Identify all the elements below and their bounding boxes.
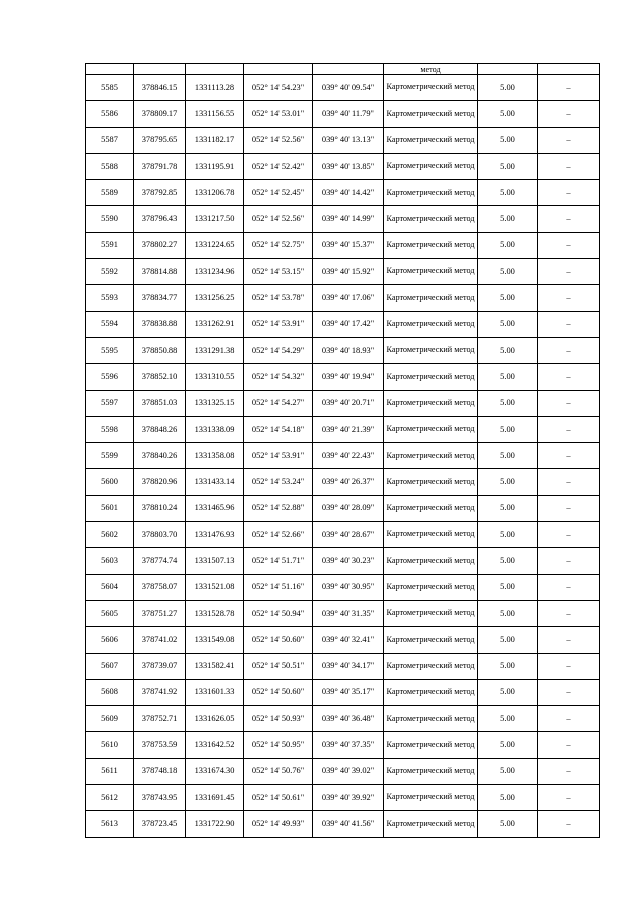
- x-coordinate-cell: 378739.07: [134, 653, 186, 679]
- method-cell: Картометрический метод: [384, 732, 478, 758]
- method-cell: Картометрический метод: [384, 811, 478, 837]
- accuracy-cell: 5.00: [478, 811, 538, 837]
- latitude-cell: 052° 14' 52.66": [244, 522, 313, 548]
- x-coordinate-cell: 378810.24: [134, 495, 186, 521]
- method-cell: Картометрический метод: [384, 653, 478, 679]
- accuracy-cell: 5.00: [478, 285, 538, 311]
- y-coordinate-cell: 1331691.45: [186, 785, 244, 811]
- y-coordinate-cell: 1331433.14: [186, 469, 244, 495]
- latitude-cell: 052° 14' 52.88": [244, 495, 313, 521]
- y-coordinate-cell: 1331195.91: [186, 153, 244, 179]
- point-number-cell: 5603: [86, 548, 134, 574]
- table-row: [86, 127, 600, 153]
- x-coordinate-cell: 378814.88: [134, 259, 186, 285]
- y-coordinate-cell: 1331358.08: [186, 443, 244, 469]
- x-coordinate-cell: 378741.02: [134, 627, 186, 653]
- y-coordinate-cell: 1331626.05: [186, 706, 244, 732]
- latitude-cell: 052° 14' 50.93": [244, 706, 313, 732]
- method-cell: Картометрический метод: [384, 679, 478, 705]
- note-cell: –: [538, 75, 600, 101]
- accuracy-cell: 5.00: [478, 180, 538, 206]
- x-coordinate-cell: 378852.10: [134, 364, 186, 390]
- coordinates-table: [85, 63, 600, 838]
- note-cell: –: [538, 653, 600, 679]
- accuracy-cell: 5.00: [478, 548, 538, 574]
- latitude-cell: 052° 14' 54.27": [244, 390, 313, 416]
- table-row: [86, 600, 600, 626]
- method-cell: Картометрический метод: [384, 311, 478, 337]
- method-cell: Картометрический метод: [384, 285, 478, 311]
- longitude-cell: 039° 40' 17.42": [313, 311, 384, 337]
- accuracy-cell: 5.00: [478, 364, 538, 390]
- table-row: [86, 390, 600, 416]
- method-cell: Картометрический метод: [384, 75, 478, 101]
- y-coordinate-cell: 1331325.15: [186, 390, 244, 416]
- table-row: [86, 206, 600, 232]
- x-coordinate-cell: 378820.96: [134, 469, 186, 495]
- y-coordinate-cell: 1331206.78: [186, 180, 244, 206]
- latitude-cell: 052° 14' 50.61": [244, 785, 313, 811]
- x-coordinate-cell: 378851.03: [134, 390, 186, 416]
- note-cell: –: [538, 127, 600, 153]
- accuracy-cell: 5.00: [478, 443, 538, 469]
- point-number-cell: 5604: [86, 574, 134, 600]
- note-cell: –: [538, 206, 600, 232]
- y-coordinate-cell: 1331113.28: [186, 75, 244, 101]
- longitude-cell: 039° 40' 20.71": [313, 390, 384, 416]
- longitude-cell: 039° 40' 15.37": [313, 232, 384, 258]
- method-cell: Картометрический метод: [384, 469, 478, 495]
- accuracy-cell: 5.00: [478, 469, 538, 495]
- accuracy-cell: 5.00: [478, 574, 538, 600]
- method-cell: Картометрический метод: [384, 416, 478, 442]
- point-number-cell: 5612: [86, 785, 134, 811]
- latitude-cell: 052° 14' 50.76": [244, 758, 313, 784]
- longitude-cell: 039° 40' 30.23": [313, 548, 384, 574]
- point-number-cell: 5607: [86, 653, 134, 679]
- method-cell: Картометрический метод: [384, 259, 478, 285]
- note-cell: –: [538, 364, 600, 390]
- method-cell: Картометрический метод: [384, 153, 478, 179]
- x-coordinate-cell: 378774.74: [134, 548, 186, 574]
- continuation-cell: [538, 64, 600, 75]
- point-number-cell: 5595: [86, 337, 134, 363]
- accuracy-cell: 5.00: [478, 627, 538, 653]
- y-coordinate-cell: 1331182.17: [186, 127, 244, 153]
- method-cell: Картометрический метод: [384, 706, 478, 732]
- latitude-cell: 052° 14' 50.60": [244, 627, 313, 653]
- longitude-cell: 039° 40' 30.95": [313, 574, 384, 600]
- y-coordinate-cell: 1331338.09: [186, 416, 244, 442]
- x-coordinate-cell: 378741.92: [134, 679, 186, 705]
- note-cell: –: [538, 627, 600, 653]
- point-number-cell: 5586: [86, 101, 134, 127]
- continuation-method-cell: метод: [384, 64, 478, 75]
- x-coordinate-cell: 378838.88: [134, 311, 186, 337]
- table-row: [86, 364, 600, 390]
- point-number-cell: 5608: [86, 679, 134, 705]
- x-coordinate-cell: 378752.71: [134, 706, 186, 732]
- accuracy-cell: 5.00: [478, 232, 538, 258]
- method-cell: Картометрический метод: [384, 758, 478, 784]
- y-coordinate-cell: 1331582.41: [186, 653, 244, 679]
- y-coordinate-cell: 1331465.96: [186, 495, 244, 521]
- y-coordinate-cell: 1331217.50: [186, 206, 244, 232]
- accuracy-cell: 5.00: [478, 75, 538, 101]
- method-cell: Картометрический метод: [384, 337, 478, 363]
- table-row: [86, 180, 600, 206]
- accuracy-cell: 5.00: [478, 153, 538, 179]
- longitude-cell: 039° 40' 17.06": [313, 285, 384, 311]
- longitude-cell: 039° 40' 39.92": [313, 785, 384, 811]
- latitude-cell: 052° 14' 50.95": [244, 732, 313, 758]
- point-number-cell: 5609: [86, 706, 134, 732]
- continuation-cell: [478, 64, 538, 75]
- accuracy-cell: 5.00: [478, 311, 538, 337]
- latitude-cell: 052° 14' 49.93": [244, 811, 313, 837]
- point-number-cell: 5602: [86, 522, 134, 548]
- point-number-cell: 5594: [86, 311, 134, 337]
- accuracy-cell: 5.00: [478, 785, 538, 811]
- note-cell: –: [538, 495, 600, 521]
- longitude-cell: 039° 40' 09.54": [313, 75, 384, 101]
- note-cell: –: [538, 785, 600, 811]
- note-cell: –: [538, 285, 600, 311]
- longitude-cell: 039° 40' 28.67": [313, 522, 384, 548]
- y-coordinate-cell: 1331674.30: [186, 758, 244, 784]
- longitude-cell: 039° 40' 26.37": [313, 469, 384, 495]
- note-cell: –: [538, 732, 600, 758]
- table-row: [86, 75, 600, 101]
- continuation-cell: [244, 64, 313, 75]
- table-row: [86, 416, 600, 442]
- y-coordinate-cell: 1331291.38: [186, 337, 244, 363]
- method-cell: Картометрический метод: [384, 180, 478, 206]
- table-row: [86, 627, 600, 653]
- point-number-cell: 5600: [86, 469, 134, 495]
- note-cell: –: [538, 811, 600, 837]
- longitude-cell: 039° 40' 39.02": [313, 758, 384, 784]
- longitude-cell: 039° 40' 13.13": [313, 127, 384, 153]
- accuracy-cell: 5.00: [478, 758, 538, 784]
- point-number-cell: 5606: [86, 627, 134, 653]
- latitude-cell: 052° 14' 52.56": [244, 127, 313, 153]
- table-row: [86, 732, 600, 758]
- latitude-cell: 052° 14' 51.16": [244, 574, 313, 600]
- x-coordinate-cell: 378723.45: [134, 811, 186, 837]
- point-number-cell: 5610: [86, 732, 134, 758]
- longitude-cell: 039° 40' 35.17": [313, 679, 384, 705]
- point-number-cell: 5592: [86, 259, 134, 285]
- longitude-cell: 039° 40' 14.42": [313, 180, 384, 206]
- note-cell: –: [538, 232, 600, 258]
- note-cell: –: [538, 758, 600, 784]
- latitude-cell: 052° 14' 50.94": [244, 600, 313, 626]
- point-number-cell: 5596: [86, 364, 134, 390]
- note-cell: –: [538, 548, 600, 574]
- note-cell: –: [538, 259, 600, 285]
- latitude-cell: 052° 14' 53.91": [244, 443, 313, 469]
- y-coordinate-cell: 1331528.78: [186, 600, 244, 626]
- method-cell: Картометрический метод: [384, 548, 478, 574]
- accuracy-cell: 5.00: [478, 127, 538, 153]
- table-row: [86, 679, 600, 705]
- point-number-cell: 5591: [86, 232, 134, 258]
- table-row: [86, 811, 600, 837]
- x-coordinate-cell: 378834.77: [134, 285, 186, 311]
- method-cell: Картометрический метод: [384, 785, 478, 811]
- note-cell: –: [538, 337, 600, 363]
- method-cell: Картометрический метод: [384, 574, 478, 600]
- table-row: [86, 653, 600, 679]
- table-row: [86, 548, 600, 574]
- x-coordinate-cell: 378840.26: [134, 443, 186, 469]
- table-row: [86, 101, 600, 127]
- y-coordinate-cell: 1331642.52: [186, 732, 244, 758]
- point-number-cell: 5613: [86, 811, 134, 837]
- longitude-cell: 039° 40' 28.09": [313, 495, 384, 521]
- accuracy-cell: 5.00: [478, 679, 538, 705]
- method-cell: Картометрический метод: [384, 101, 478, 127]
- continuation-cell: [86, 64, 134, 75]
- note-cell: –: [538, 574, 600, 600]
- accuracy-cell: 5.00: [478, 653, 538, 679]
- point-number-cell: 5599: [86, 443, 134, 469]
- accuracy-cell: 5.00: [478, 522, 538, 548]
- method-cell: Картометрический метод: [384, 443, 478, 469]
- point-number-cell: 5598: [86, 416, 134, 442]
- table-row: [86, 469, 600, 495]
- note-cell: –: [538, 153, 600, 179]
- x-coordinate-cell: 378758.07: [134, 574, 186, 600]
- longitude-cell: 039° 40' 37.35": [313, 732, 384, 758]
- method-cell: Картометрический метод: [384, 600, 478, 626]
- method-cell: Картометрический метод: [384, 495, 478, 521]
- longitude-cell: 039° 40' 36.48": [313, 706, 384, 732]
- x-coordinate-cell: 378792.85: [134, 180, 186, 206]
- note-cell: –: [538, 443, 600, 469]
- table-row: [86, 495, 600, 521]
- point-number-cell: 5590: [86, 206, 134, 232]
- y-coordinate-cell: 1331262.91: [186, 311, 244, 337]
- y-coordinate-cell: 1331549.08: [186, 627, 244, 653]
- x-coordinate-cell: 378848.26: [134, 416, 186, 442]
- table-row: [86, 785, 600, 811]
- latitude-cell: 052° 14' 50.51": [244, 653, 313, 679]
- point-number-cell: 5585: [86, 75, 134, 101]
- longitude-cell: 039° 40' 34.17": [313, 653, 384, 679]
- x-coordinate-cell: 378802.27: [134, 232, 186, 258]
- longitude-cell: 039° 40' 18.93": [313, 337, 384, 363]
- x-coordinate-cell: 378795.65: [134, 127, 186, 153]
- y-coordinate-cell: 1331601.33: [186, 679, 244, 705]
- point-number-cell: 5587: [86, 127, 134, 153]
- y-coordinate-cell: 1331234.96: [186, 259, 244, 285]
- x-coordinate-cell: 378846.15: [134, 75, 186, 101]
- accuracy-cell: 5.00: [478, 495, 538, 521]
- method-cell: Картометрический метод: [384, 232, 478, 258]
- note-cell: –: [538, 706, 600, 732]
- accuracy-cell: 5.00: [478, 706, 538, 732]
- x-coordinate-cell: 378850.88: [134, 337, 186, 363]
- y-coordinate-cell: 1331722.90: [186, 811, 244, 837]
- continuation-cell: [134, 64, 186, 75]
- accuracy-cell: 5.00: [478, 206, 538, 232]
- longitude-cell: 039° 40' 14.99": [313, 206, 384, 232]
- table-row: [86, 574, 600, 600]
- y-coordinate-cell: 1331521.08: [186, 574, 244, 600]
- table-row: [86, 443, 600, 469]
- longitude-cell: 039° 40' 31.35": [313, 600, 384, 626]
- point-number-cell: 5588: [86, 153, 134, 179]
- method-cell: Картометрический метод: [384, 127, 478, 153]
- latitude-cell: 052° 14' 53.01": [244, 101, 313, 127]
- y-coordinate-cell: 1331310.55: [186, 364, 244, 390]
- longitude-cell: 039° 40' 21.39": [313, 416, 384, 442]
- x-coordinate-cell: 378743.95: [134, 785, 186, 811]
- latitude-cell: 052° 14' 54.23": [244, 75, 313, 101]
- y-coordinate-cell: 1331256.25: [186, 285, 244, 311]
- longitude-cell: 039° 40' 11.79": [313, 101, 384, 127]
- table-row: [86, 337, 600, 363]
- point-number-cell: 5605: [86, 600, 134, 626]
- longitude-cell: 039° 40' 19.94": [313, 364, 384, 390]
- method-cell: Картометрический метод: [384, 627, 478, 653]
- continuation-cell: [313, 64, 384, 75]
- latitude-cell: 052° 14' 52.56": [244, 206, 313, 232]
- latitude-cell: 052° 14' 52.45": [244, 180, 313, 206]
- y-coordinate-cell: 1331476.93: [186, 522, 244, 548]
- point-number-cell: 5597: [86, 390, 134, 416]
- accuracy-cell: 5.00: [478, 600, 538, 626]
- latitude-cell: 052° 14' 52.42": [244, 153, 313, 179]
- y-coordinate-cell: 1331507.13: [186, 548, 244, 574]
- note-cell: –: [538, 469, 600, 495]
- latitude-cell: 052° 14' 51.71": [244, 548, 313, 574]
- longitude-cell: 039° 40' 41.56": [313, 811, 384, 837]
- note-cell: –: [538, 311, 600, 337]
- table-row: [86, 232, 600, 258]
- longitude-cell: 039° 40' 15.92": [313, 259, 384, 285]
- x-coordinate-cell: 378809.17: [134, 101, 186, 127]
- longitude-cell: 039° 40' 13.85": [313, 153, 384, 179]
- table-row: [86, 758, 600, 784]
- latitude-cell: 052° 14' 53.24": [244, 469, 313, 495]
- accuracy-cell: 5.00: [478, 101, 538, 127]
- x-coordinate-cell: 378748.18: [134, 758, 186, 784]
- latitude-cell: 052° 14' 54.32": [244, 364, 313, 390]
- continuation-cell: [186, 64, 244, 75]
- latitude-cell: 052° 14' 54.29": [244, 337, 313, 363]
- method-cell: Картометрический метод: [384, 390, 478, 416]
- note-cell: –: [538, 180, 600, 206]
- latitude-cell: 052° 14' 53.78": [244, 285, 313, 311]
- accuracy-cell: 5.00: [478, 337, 538, 363]
- point-number-cell: 5601: [86, 495, 134, 521]
- table-row: [86, 259, 600, 285]
- y-coordinate-cell: 1331156.55: [186, 101, 244, 127]
- x-coordinate-cell: 378791.78: [134, 153, 186, 179]
- note-cell: –: [538, 390, 600, 416]
- point-number-cell: 5589: [86, 180, 134, 206]
- note-cell: –: [538, 416, 600, 442]
- method-cell: Картометрический метод: [384, 522, 478, 548]
- note-cell: –: [538, 600, 600, 626]
- y-coordinate-cell: 1331224.65: [186, 232, 244, 258]
- table-row: [86, 522, 600, 548]
- point-number-cell: 5611: [86, 758, 134, 784]
- continuation-row: [86, 64, 600, 75]
- x-coordinate-cell: 378753.59: [134, 732, 186, 758]
- accuracy-cell: 5.00: [478, 390, 538, 416]
- table-row: [86, 706, 600, 732]
- table-row: [86, 153, 600, 179]
- longitude-cell: 039° 40' 32.41": [313, 627, 384, 653]
- method-cell: Картометрический метод: [384, 206, 478, 232]
- latitude-cell: 052° 14' 53.91": [244, 311, 313, 337]
- accuracy-cell: 5.00: [478, 416, 538, 442]
- note-cell: –: [538, 101, 600, 127]
- accuracy-cell: 5.00: [478, 259, 538, 285]
- x-coordinate-cell: 378751.27: [134, 600, 186, 626]
- table-row: [86, 311, 600, 337]
- point-number-cell: 5593: [86, 285, 134, 311]
- table-body: [86, 64, 600, 838]
- x-coordinate-cell: 378796.43: [134, 206, 186, 232]
- latitude-cell: 052° 14' 53.15": [244, 259, 313, 285]
- x-coordinate-cell: 378803.70: [134, 522, 186, 548]
- accuracy-cell: 5.00: [478, 732, 538, 758]
- table-row: [86, 285, 600, 311]
- longitude-cell: 039° 40' 22.43": [313, 443, 384, 469]
- note-cell: –: [538, 522, 600, 548]
- method-cell: Картометрический метод: [384, 364, 478, 390]
- note-cell: –: [538, 679, 600, 705]
- latitude-cell: 052° 14' 52.75": [244, 232, 313, 258]
- latitude-cell: 052° 14' 50.60": [244, 679, 313, 705]
- latitude-cell: 052° 14' 54.18": [244, 416, 313, 442]
